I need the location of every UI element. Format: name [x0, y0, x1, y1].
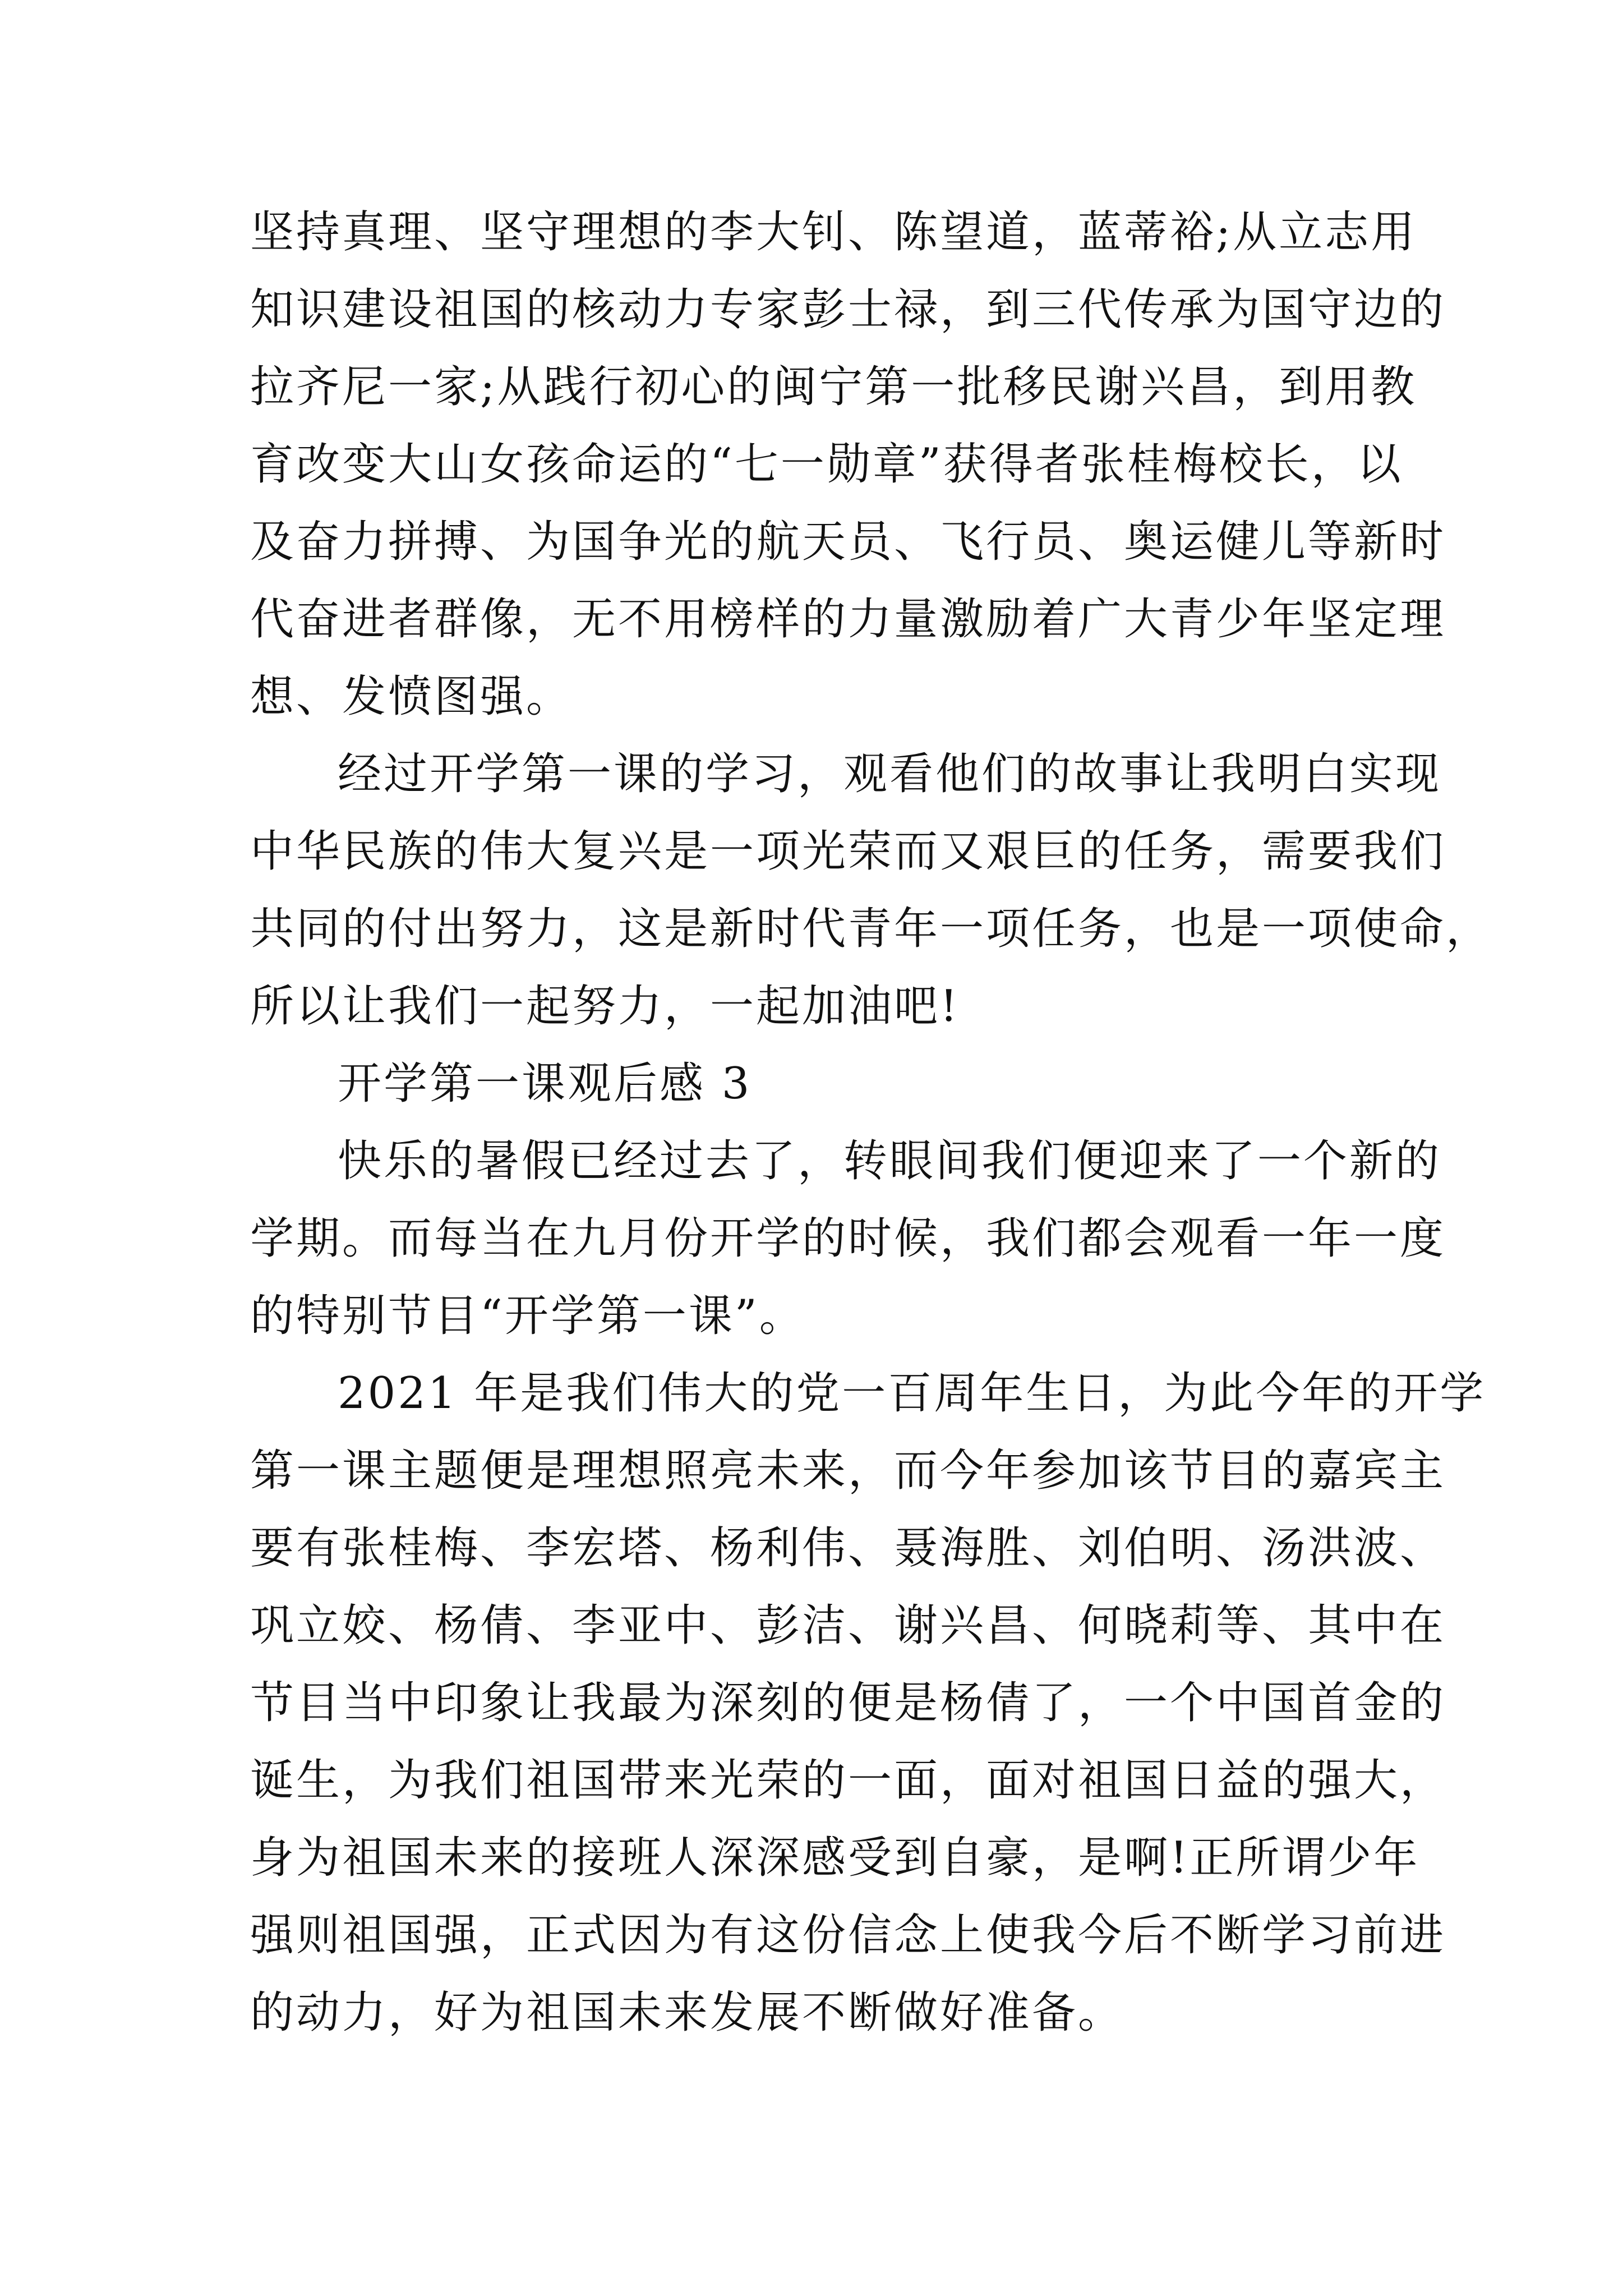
paragraph-line: 共同的付出努力，这是新时代青年一项任务，也是一项使命， — [250, 904, 1492, 954]
document-body — [250, 194, 1492, 2051]
paragraph-line: 学期。而每当在九月份开学的时候，我们都会观看一年一度 — [250, 1213, 1446, 1264]
paragraph-line: 的动力，好为祖国未来发展不断做好准备。 — [250, 1987, 1124, 2038]
paragraph-line: 诞生，为我们祖国带来光荣的一面，面对祖国日益的强大， — [250, 1755, 1446, 1806]
paragraph-line: 要有张桂梅、李宏塔、杨利伟、聂海胜、刘伯明、汤洪波、 — [250, 1523, 1446, 1573]
paragraph-line: 及奋力拼搏、为国争光的航天员、飞行员、奥运健儿等新时 — [250, 517, 1446, 567]
paragraph-line: 代奋进者群像，无不用榜样的力量激励着广大青少年坚定理 — [250, 594, 1446, 645]
paragraph-line: 节目当中印象让我最为深刻的便是杨倩了，一个中国首金的 — [250, 1678, 1446, 1728]
paragraph-line: 身为祖国未来的接班人深深感受到自豪，是啊!正所谓少年 — [250, 1833, 1420, 1883]
paragraph-line: 强则祖国强，正式因为有这份信念上使我今后不断学习前进 — [250, 1910, 1446, 1961]
paragraph-line: 第一课主题便是理想照亮未来，而今年参加该节目的嘉宾主 — [250, 1446, 1446, 1496]
paragraph-first-line: 经过开学第一课的学习，观看他们的故事让我明白实现 — [338, 749, 1442, 799]
paragraph-line: 所以让我们一起努力，一起加油吧! — [250, 981, 960, 1032]
paragraph-line: 育改变大山女孩命运的“七一勋章”获得者张桂梅校长，以 — [250, 439, 1403, 490]
paragraph-first-line: 2021 年是我们伟大的党一百周年生日，为此今年的开学 — [338, 1368, 1486, 1419]
paragraph-line: 想、发愤图强。 — [250, 671, 573, 722]
paragraph-line: 坚持真理、坚守理想的李大钊、陈望道，蓝蒂裕;从立志用 — [250, 207, 1417, 257]
paragraph-line: 中华民族的伟大复兴是一项光荣而又艰巨的任务，需要我们 — [250, 826, 1446, 877]
paragraph-first-line: 快乐的暑假已经过去了，转眼间我们便迎来了一个新的 — [338, 1136, 1442, 1186]
paragraph-line: 巩立姣、杨倩、李亚中、彭洁、谢兴昌、何晓莉等、其中在 — [250, 1600, 1446, 1651]
section-heading: 开学第一课观后感 3 — [338, 1059, 752, 1109]
paragraph-line: 拉齐尼一家;从践行初心的闽宁第一批移民谢兴昌，到用教 — [250, 362, 1417, 412]
paragraph-line: 知识建设祖国的核动力专家彭士禄，到三代传承为国守边的 — [250, 284, 1446, 335]
paragraph-line: 的特别节目“开学第一课”。 — [250, 1291, 805, 1341]
